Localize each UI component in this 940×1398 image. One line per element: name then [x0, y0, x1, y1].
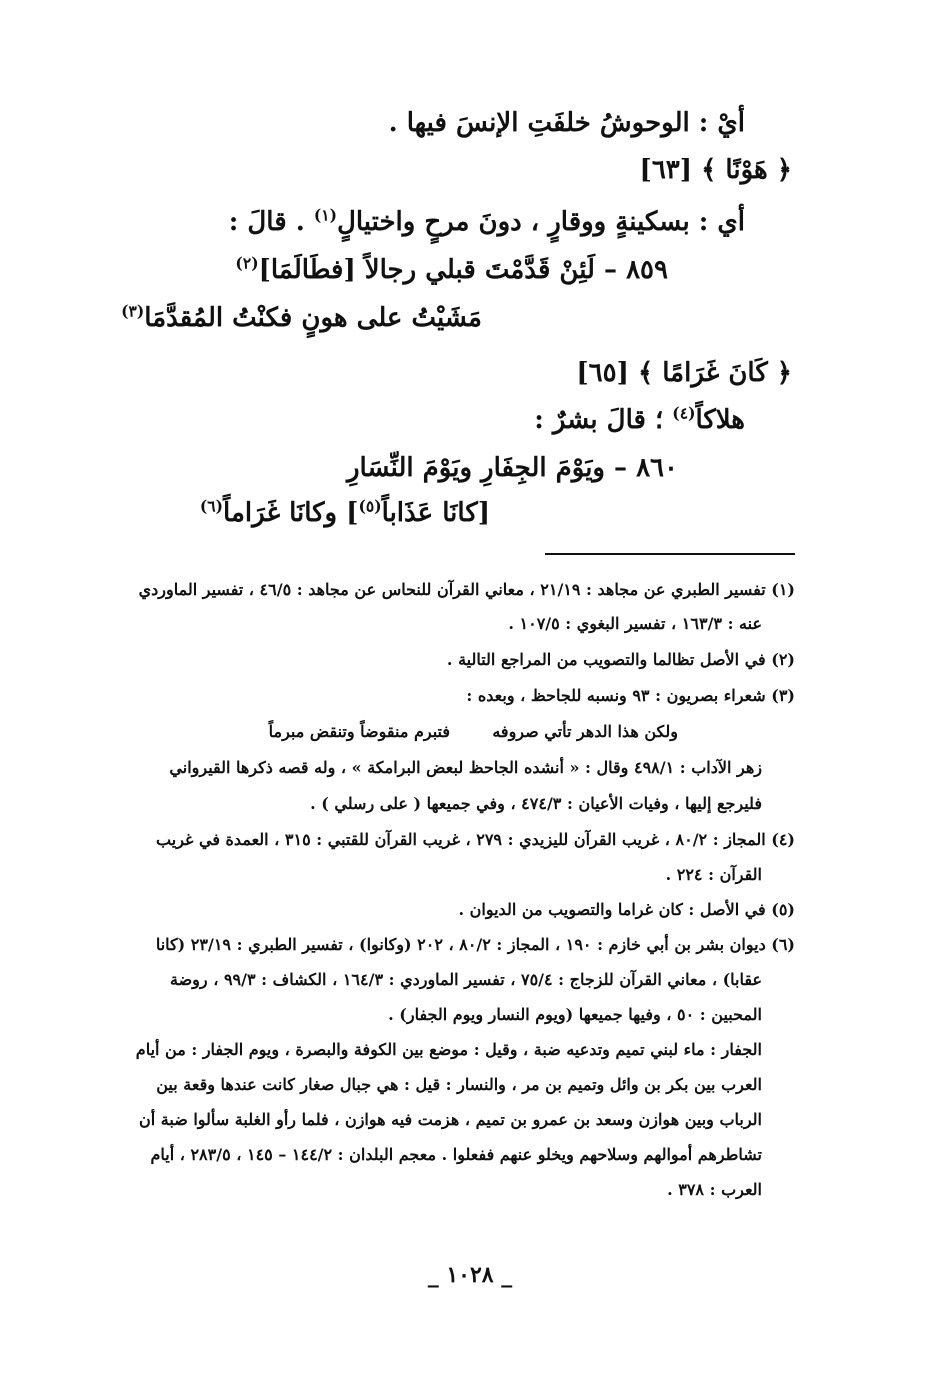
footnote-6-line-3: المحبين : ٥٠ ، وفيها جميعها (ويوم النسار ويوم الجفار) .: [388, 1005, 762, 1024]
hemistich-text: ٨٥٩ – لَئِنْ قَدَّمْتَ قبلي رجالاً [فطَالَمَا]: [258, 255, 668, 285]
poem-860-first-hemistich: ٨٦٠ – ويَوْمَ الجِفَارِ ويَوْمَ النِّسَارِ: [346, 453, 678, 483]
footnote-3-verse-left: فتبرم منقوضاً وتنقض مبرماً: [268, 722, 450, 741]
hemistich-text: [كانَا عَذَاباً: [381, 498, 490, 528]
footnote-6-line-5: العرب بين بكر بن وائل وتميم بن مر ، والنسار : قيل : هي جبال صغار كانت عندها وقعة بين: [156, 1075, 762, 1094]
gloss-text: هلاكاً: [695, 405, 745, 435]
gloss-halaka: [534, 405, 745, 435]
footnote-3-line-1: (٣) شعراء بصريون : ٩٣ ونسبه للجاحظ ، وبعده :: [466, 686, 795, 705]
hemistich-text: ] وكانَا غَرَاماً: [223, 498, 359, 528]
footnote-3-line-3: زهر الآداب : ٤٩٨/١ وقال : « أنشده الجاحظ لبعض البرامكة » ، وله قصه ذكرها القيرواني: [169, 758, 762, 777]
footnote-ref: (٥): [358, 496, 382, 516]
footnote-separator: [545, 553, 795, 555]
poem-860-second-hemistich: [200, 498, 490, 528]
footnote-ref: (١): [313, 205, 337, 225]
hemistich-text: مَشَيْتُ على هونٍ فكنْتُ المُقدَّمَا: [144, 303, 482, 333]
page-number: _ ١٠٢٨ _: [427, 1262, 513, 1288]
footnote-ref: (٦): [199, 496, 224, 516]
footnote-3-verse-right: ولكن هذا الدهر تأتي صروفه: [492, 722, 678, 741]
gloss-text: أي : بسكينةٍ ووقارٍ ، دونَ مرحٍ واختيالٍ: [336, 207, 745, 237]
footnote-3-line-4: فليرجع إليها ، وفيات الأعيان : ٤٧٤/٣ ، وفي جميعها ( على رسلي ) .: [310, 794, 762, 813]
footnote-ref: (٢): [235, 253, 259, 273]
footnote-6-line-2: عقابا) ، معاني القرآن للزجاج : ٧٥/٤ ، تفسير الماوردي : ١٦٤/٣ ، الكشاف : ٩٩/٣ ، روضة: [170, 970, 762, 989]
footnote-1-line-2: عنه : ١٦٣/٣ ، تفسير البغوي : ١٠٧/٥ .: [508, 614, 762, 633]
gloss-tail: ؛ قالَ بشرٌ :: [534, 405, 673, 435]
footnote-4-line-1: (٤) المجاز : ٨٠/٢ ، غريب القرآن لليزيدي : ٢٧٩ ، غريب القرآن للقتبي : ٣١٥ ، العمدة في غريب: [156, 830, 795, 849]
footnote-4-line-2: القرآن : ٢٢٤ .: [665, 865, 762, 884]
poem-859-first-hemistich: [235, 255, 668, 285]
footnote-5: (٥) في الأصل : كان غراما والتصويب من الديوان .: [458, 900, 795, 919]
footnote-6-line-7: تشاطرهم أموالهم وسلاحهم ويخلو عنهم ففعلوا . معجم البلدان : ١٤٤/٢ – ١٤٥ ، ٢٨٣/٥ ، أيام: [150, 1145, 762, 1164]
footnote-1-line-1: (١) تفسير الطبري عن مجاهد : ٢١/١٩ ، معاني القرآن للنحاس عن مجاهد : ٤٦/٥ ، تفسير الماوردي: [138, 580, 795, 599]
quran-word-garaman: ﴿ كَانَ غَرَامًا ﴾ [٦٥]: [576, 358, 792, 388]
gloss-line-3: [229, 207, 745, 237]
footnote-6-line-8: العرب : ٣٧٨ .: [667, 1180, 762, 1199]
poem-859-second-hemistich: [121, 303, 482, 333]
quran-word-hawnan: ﴿ هَوْنًا ﴾ [٦٣]: [639, 155, 792, 185]
footnote-ref: (٣): [121, 301, 145, 321]
footnote-ref: (٤): [672, 403, 696, 423]
gloss-tail: . قالَ :: [228, 207, 314, 237]
footnote-6-line-1: (٦) ديوان بشر بن أبي خازم : ١٩٠ ، المجاز : ٨٠/٢ ، ٢٠٢ (وكانوا) ، تفسير الطبري : ٢٣/١٩ (كانا: [155, 935, 795, 954]
footnote-6-line-4: الجفار : ماء لبني تميم وتدعيه ضبة ، وقيل : موضع بين الكوفة والبصرة ، ويوم الجفار : من أيام: [135, 1040, 762, 1059]
gloss-line-1: أيْ : الوحوشُ خلفَتِ الإنسَ فيها .: [388, 108, 745, 138]
footnote-2: (٢) في الأصل تظالما والتصويب من المراجع التالية .: [446, 650, 795, 669]
footnote-6-line-6: الرباب وبين هوازن وسعد بن عمرو بن تميم ، هزمت فيه هوازن ، فلما رأو الغلبة سألوا ضبة أن: [139, 1110, 762, 1129]
